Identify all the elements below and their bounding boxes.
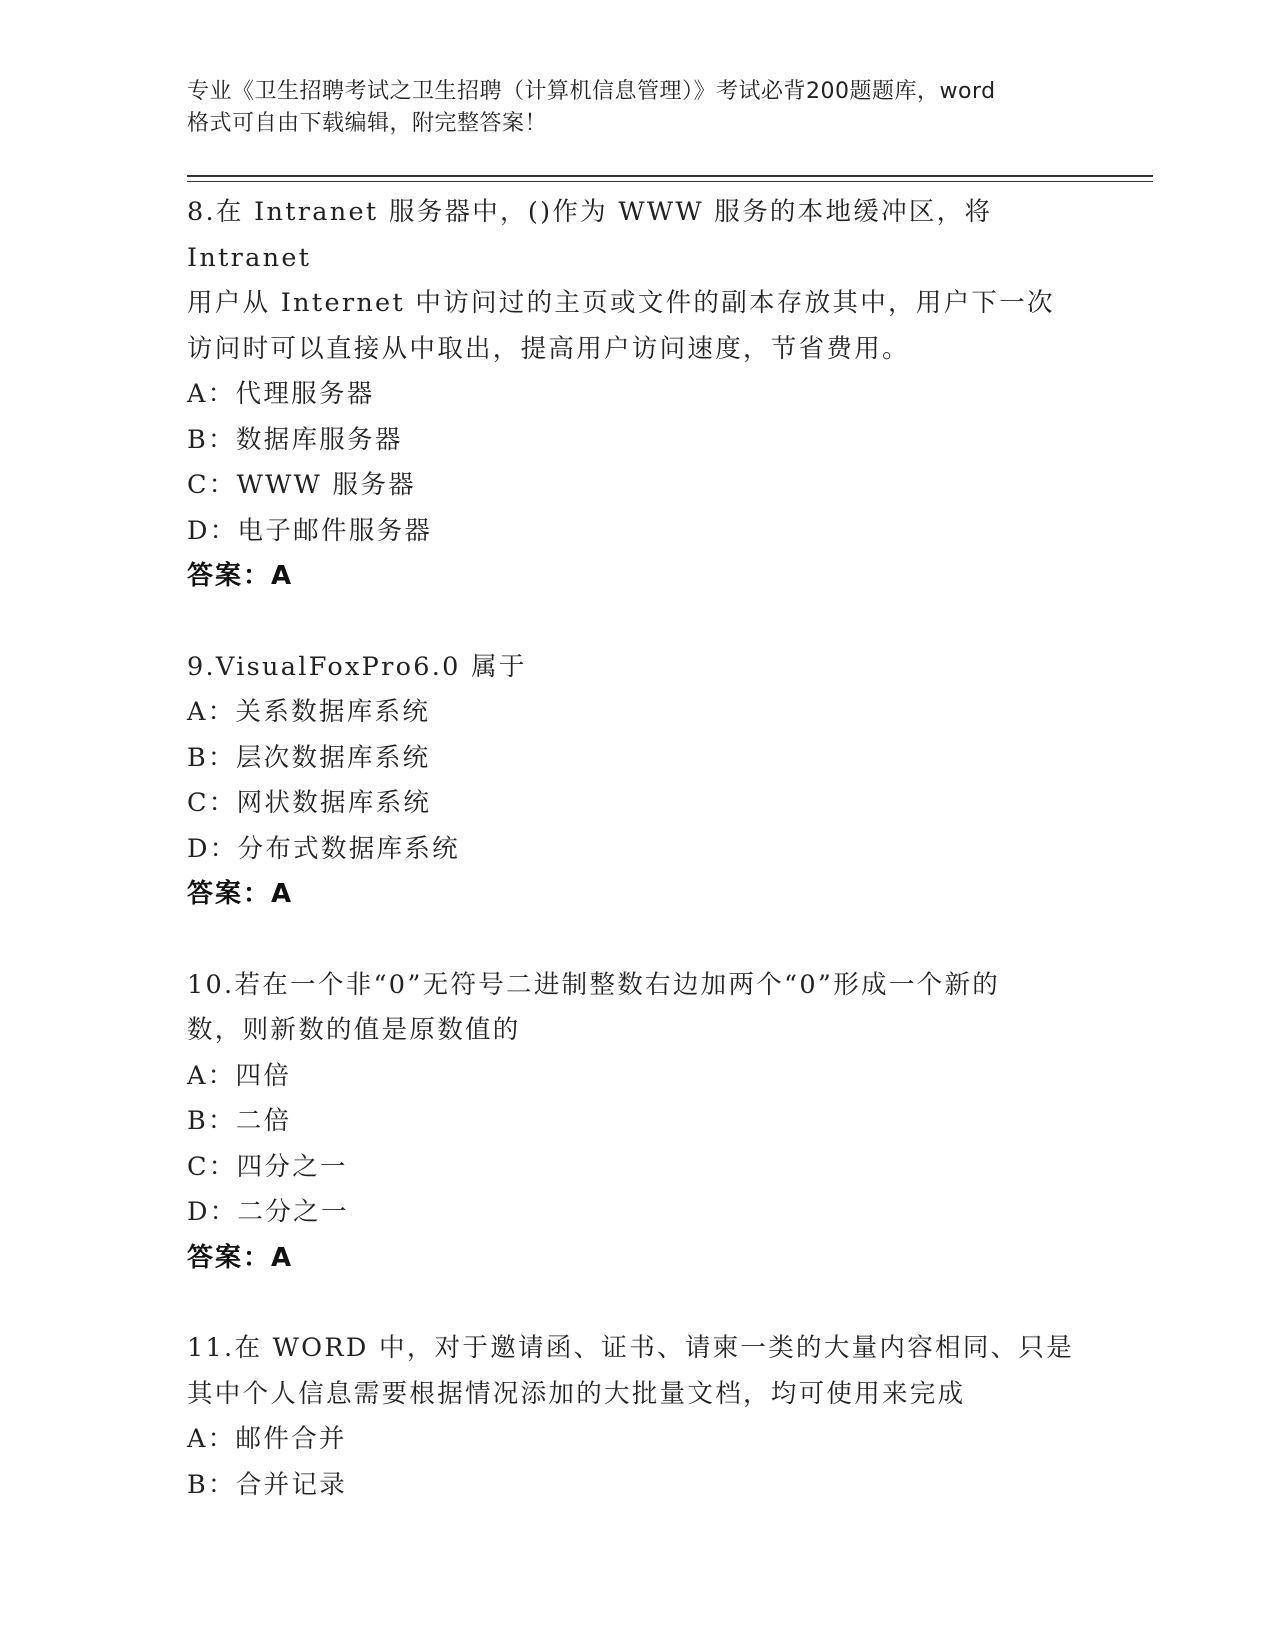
option-c: C：网状数据库系统 [187, 788, 432, 818]
option-d: D：分布式数据库系统 [187, 833, 460, 864]
question-8 [187, 190, 1087, 600]
question-stem: 用户从 Internet 中访问过的主页或文件的副本存放其中，用户下一次 [187, 288, 1055, 318]
answer-label: 答案：A [187, 1242, 294, 1273]
option-a: A：四倍 [187, 1060, 292, 1091]
question-11 [187, 1326, 1087, 1508]
question-stem: 数，则新数的值是原数值的 [187, 1015, 521, 1045]
option-a: A：代理服务器 [187, 379, 375, 409]
option-a: A：邮件合并 [187, 1424, 347, 1454]
option-b: B：合并记录 [187, 1469, 348, 1500]
header-divider-thick [187, 175, 1153, 177]
option-c: C：四分之一 [187, 1151, 348, 1182]
question-10 [187, 963, 1087, 1282]
header-line-1: 专业《卫生招聘考试之卫生招聘（计算机信息管理）》考试必背200题题库，word [187, 79, 996, 104]
option-a: A：关系数据库系统 [187, 697, 431, 727]
option-b: B：二倍 [187, 1106, 292, 1136]
header-line-2: 格式可自由下载编辑，附完整答案！ [187, 111, 548, 136]
question-stem: 其中个人信息需要根据情况添加的大批量文档，均可使用来完成 [187, 1378, 966, 1409]
answer-label: 答案：A [187, 879, 294, 909]
option-d: D：电子邮件服务器 [187, 515, 433, 546]
question-stem: 访问时可以直接从中取出，提高用户访问速度，节省费用。 [187, 333, 910, 364]
option-c: C：WWW 服务器 [187, 470, 416, 500]
header-divider-thin [187, 181, 1153, 182]
document-header [187, 76, 1087, 140]
question-stem: 9.VisualFoxPro6.0 属于 [187, 651, 527, 682]
question-list [187, 190, 1087, 1508]
option-d: D：二分之一 [187, 1197, 349, 1227]
question-9 [187, 645, 1087, 918]
question-stem: 8.在 Intranet 服务器中，()作为 WWW 服务的本地缓冲区，将 Intranet [187, 197, 993, 273]
question-stem: 10.若在一个非“0”无符号二进制整数右边加两个“0”形成一个新的 [187, 969, 1001, 1000]
option-b: B：数据库服务器 [187, 424, 403, 455]
option-b: B：层次数据库系统 [187, 742, 431, 773]
question-stem: 11.在 WORD 中，对于邀请函、证书、请柬一类的大量内容相同、只是 [187, 1333, 1075, 1363]
answer-label: 答案：A [187, 561, 294, 591]
